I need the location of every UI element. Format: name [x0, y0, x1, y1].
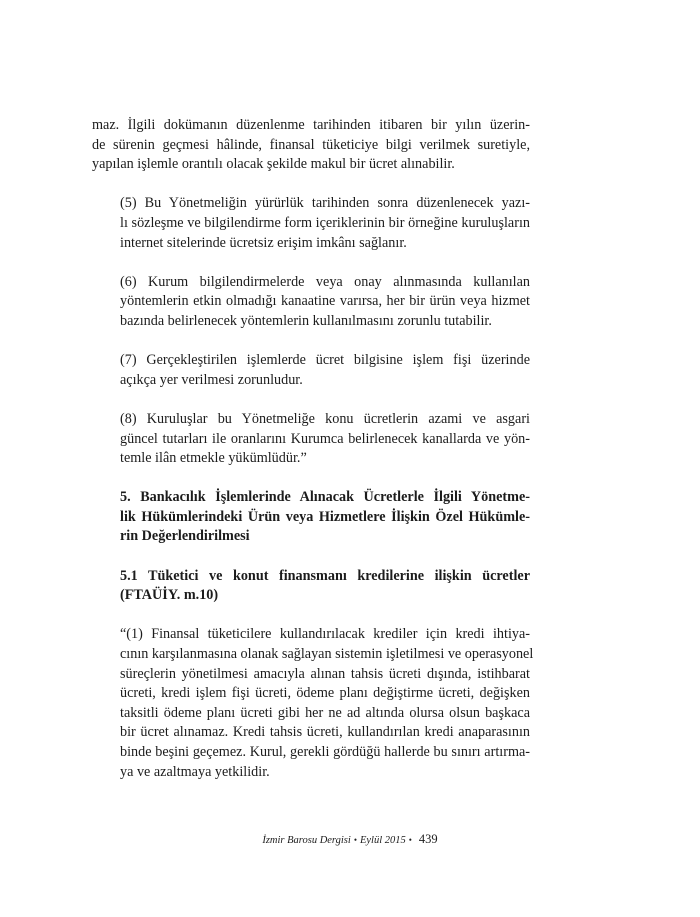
section-heading: [92, 567, 530, 606]
text-line: yöntemlerin etkin olmadığı kanaatine varırsa, her bir ürün veya hizmet: [120, 293, 530, 310]
text-line: bir ücret alınamaz. Kredi tahsis ücreti, kullandırılan kredi anaparasının: [120, 724, 530, 741]
text-line: binde beşini geçemez. Kurul, gerekli gördüğü hallerde bu sınırı artırma-: [120, 744, 530, 760]
text-line: cının karşılanmasına olanak sağlayan sistemin işletilmesi ve operasyonel: [120, 646, 534, 663]
text-line: “(1) Finansal tüketicilere kullandırılacak krediler için kredi ihtiya-: [120, 626, 530, 643]
text-line: 5. Bankacılık İşlemlerinde Alınacak Ücretlerle İlgili Yönetme-: [120, 489, 530, 506]
footer-separator: •: [408, 835, 412, 845]
text-line: lik Hükümlerindeki Ürün veya Hizmetlere İlişkin Özel Hükümle-: [120, 508, 530, 525]
text-line: temle ilân etmekle yükümlüdür.”: [120, 450, 307, 467]
text-line: (6) Kurum bilgilendirmelerde veya onay alınmasında kullanılan: [120, 273, 530, 290]
text-line: ücreti, kredi işlem fişi ücreti, ödeme planı değiştirme ücreti, değişken: [120, 685, 530, 702]
footer-separator: •: [353, 835, 357, 845]
issue-date: Eylül 2015: [359, 835, 406, 846]
text-line: (5) Bu Yönetmeliğin yürürlük tarihinden sonra düzenlenecek yazı-: [120, 195, 530, 212]
section-heading: [92, 488, 530, 547]
text-line: 5.1 Tüketici ve konut finansmanı kredilerine ilişkin ücretler: [120, 567, 530, 584]
text-line: (8) Kuruluşlar bu Yönetmeliğe konu ücretlerin azami ve asgari: [120, 410, 530, 427]
text-line: ya ve azaltmaya yetkilidir.: [120, 763, 270, 780]
paragraph: [92, 625, 534, 782]
journal-name: İzmir Barosu Dergisi: [262, 835, 351, 846]
text-line: maz. İlgili dokümanın düzenlenme tarihinden itibaren bir yılın üzerin-: [92, 117, 530, 133]
text-line: açıkça yer verilmesi zorunludur.: [120, 371, 303, 388]
text-line: (FTAÜİY. m.10): [120, 587, 219, 604]
text-line: yapılan işlemle orantılı olacak şekilde makul bir ücret alınabilir.: [92, 156, 455, 173]
paragraph: [92, 410, 530, 469]
text-line: taksitli ödeme planı ücreti gibi her ne ad altında olursa olsun başkaca: [120, 704, 530, 721]
body-text: [92, 116, 534, 782]
page-number: 439: [418, 832, 438, 846]
text-line: güncel tutarları ile oranlarını Kurumca belirlenecek kanallarda ve yön-: [120, 430, 530, 447]
paragraph: [92, 351, 530, 390]
text-line: internet sitelerinde ücretsiz erişim imkânı sağlanır.: [120, 234, 407, 251]
text-line: (7) Gerçekleştirilen işlemlerde ücret bilgisine işlem fişi üzerinde: [120, 352, 530, 369]
paragraph: [92, 116, 530, 175]
page-footer: [0, 832, 700, 847]
text-line: lı sözleşme ve bilgilendirme form içeriklerinin bir örneğine kuruluşların: [120, 214, 530, 231]
paragraph: [92, 273, 530, 332]
text-line: rin Değerlendirilmesi: [120, 528, 250, 545]
text-line: süreçlerin yönetilmesi amacıyla alınan tahsis ücreti dışında, istihbarat: [120, 665, 530, 682]
text-line: bazında belirlenecek yöntemlerin kullanılmasını zorunlu tutabilir.: [120, 312, 492, 329]
text-line: de sürenin geçmesi hâlinde, finansal tüketiciye bilgi verilmek suretiyle,: [92, 136, 530, 153]
paragraph: [92, 194, 530, 253]
